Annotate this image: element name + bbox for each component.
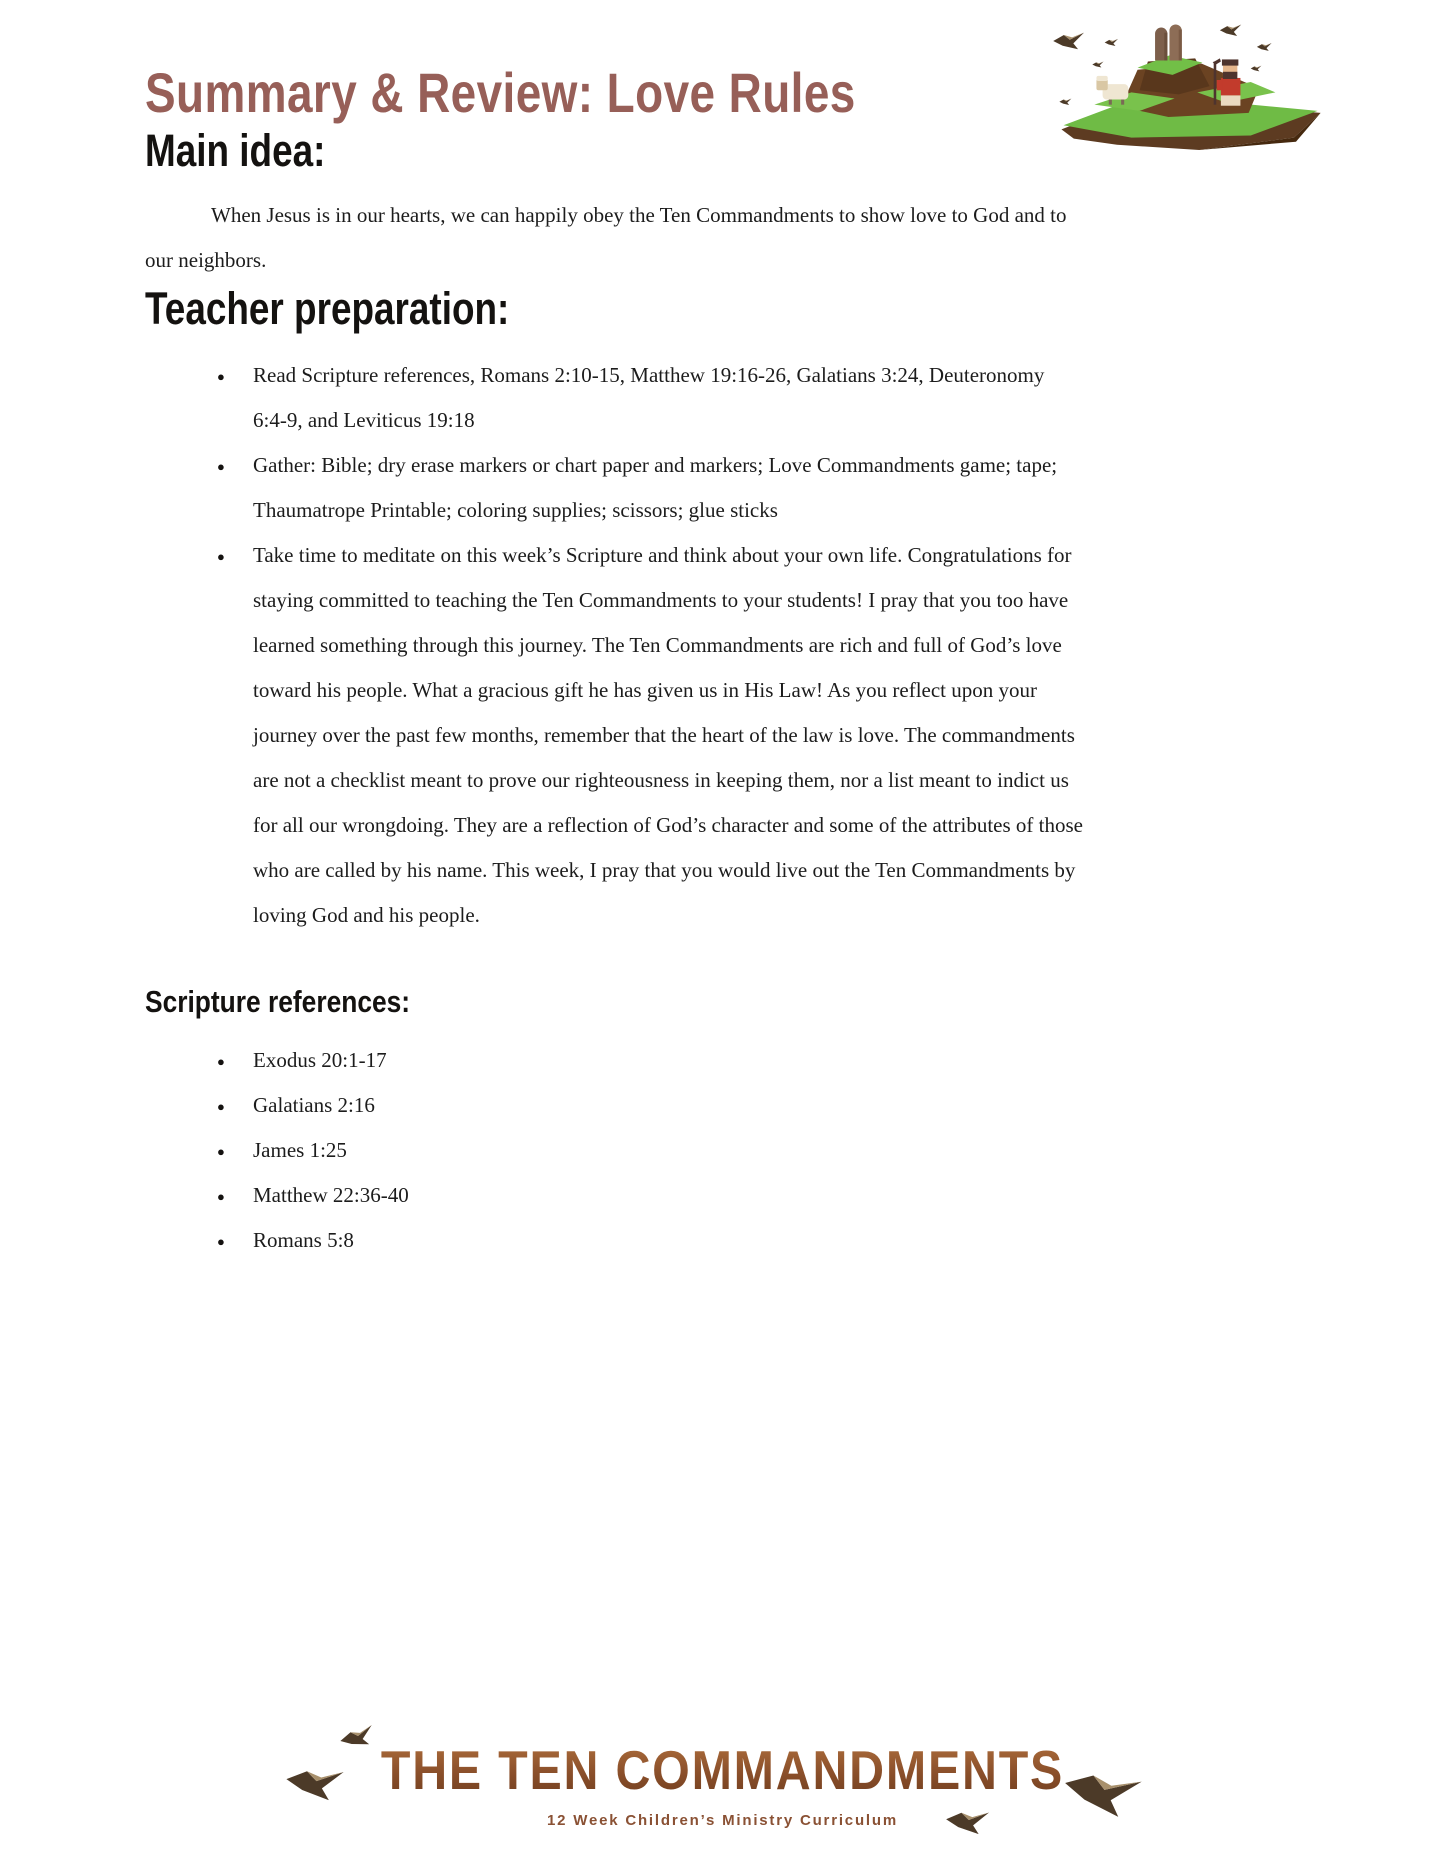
bullet-item: ● James 1:25: [253, 1128, 1083, 1173]
bullet-item: ● Romans 5:8: [253, 1218, 1083, 1263]
bullet-item: ● Exodus 20:1-17: [253, 1038, 1083, 1083]
teacher-preparation-heading: Teacher preparation:: [145, 283, 510, 334]
bullet-item: ● Matthew 22:36-40: [253, 1173, 1083, 1218]
main-idea-heading: Main idea:: [145, 125, 326, 176]
curriculum-logo-title: THE TEN COMMANDMENTS: [87, 1738, 1359, 1802]
bird-icon: [1220, 24, 1241, 36]
curriculum-logo-subtitle: 12 Week Children’s Ministry Curriculum: [547, 1812, 898, 1829]
main-idea-paragraph: When Jesus is in our hearts, we can happily obey the Ten Commandments to show love to God and to our neighbors.: [145, 203, 1067, 272]
teacher-preparation-list: [145, 353, 1083, 938]
curriculum-logo: [0, 1738, 1445, 1829]
bird-icon: [945, 1808, 989, 1835]
bullet-item: ● Take time to meditate on this week’s Scripture and think about your own life. Congratulations for staying committed to teaching the Ten Commandments to your students! I pray that you too have learned something through this journey. The Ten Commandments are rich and full of God’s love toward his people. What a gracious gift he has given us in His Law! As you reflect upon your journey over the past few months, remember that the heart of the law is love. The commandments are not a checklist meant to prove our righteousness in keeping them, nor a list meant to indict us for all our wrongdoing. They are a reflection of God’s character and some of the attributes of those who are called by his name. This week, I pray that you would live out the Ten Commandments by loving God and his people.: [253, 533, 1083, 938]
page-title: Summary & Review: Love Rules: [145, 61, 856, 124]
bird-icon: [1257, 43, 1272, 51]
scripture-references-heading: Scripture references:: [145, 984, 411, 1019]
bullet-item: ● Read Scripture references, Romans 2:10-15, Matthew 19:16-26, Galatians 3:24, Deuteronomy 6:4-9, and Leviticus 19:18: [253, 353, 1083, 443]
document-body: [145, 0, 1145, 1263]
footer-logo-area: [0, 1692, 1445, 1870]
bullet-item: ● Gather: Bible; dry erase markers or chart paper and markers; Love Commandments game; tape; Thaumatrope Printable; coloring supplies; scissors; glue sticks: [253, 443, 1083, 533]
ten-commandments-tablets-icon: [1155, 24, 1182, 60]
scripture-references-list: [145, 1038, 1083, 1263]
bullet-item: ● Galatians 2:16: [253, 1083, 1083, 1128]
bird-icon: [1251, 66, 1262, 72]
